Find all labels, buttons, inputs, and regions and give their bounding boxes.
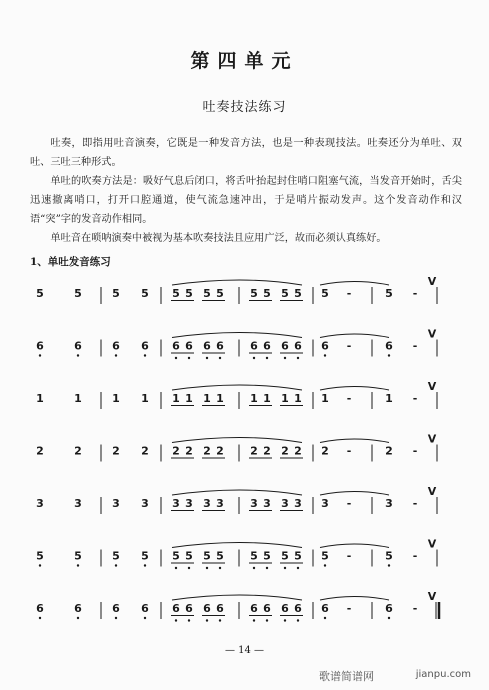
low-octave-dot	[284, 567, 286, 569]
note: 2	[216, 444, 224, 458]
note: 3	[294, 497, 302, 510]
low-octave-dot	[175, 619, 177, 621]
note: 5	[185, 287, 193, 300]
note: 6	[321, 602, 329, 615]
note: 5	[385, 549, 393, 563]
note: 3	[74, 497, 82, 510]
low-octave-dot	[144, 617, 146, 619]
slur	[172, 543, 302, 548]
note: 5	[250, 287, 258, 300]
note: 6	[263, 602, 271, 615]
low-octave-dot	[219, 357, 221, 359]
note: 1	[112, 392, 120, 405]
low-octave-dot	[115, 564, 117, 566]
note: 1	[141, 392, 149, 405]
low-octave-dot	[388, 617, 390, 619]
low-octave-dot	[115, 354, 117, 356]
note: 6	[185, 602, 193, 615]
note: 1	[185, 392, 193, 405]
note: 1	[203, 392, 211, 405]
note: 1	[385, 392, 393, 405]
note: 6	[36, 602, 44, 615]
note: 1	[250, 392, 258, 405]
low-octave-dot	[253, 357, 255, 359]
low-octave-dot	[115, 617, 117, 619]
note: 2	[172, 444, 180, 458]
note: 3	[112, 497, 120, 510]
note: 6	[172, 602, 180, 615]
dash: -	[346, 444, 352, 458]
low-octave-dot	[297, 567, 299, 569]
tie	[320, 282, 389, 286]
paragraph: 单吐音在唢呐演奏中被视为基本吹奏技法且应用广泛，故而必须认真练好。	[50, 233, 387, 244]
low-octave-dot	[188, 567, 190, 569]
breath-mark: V	[427, 485, 437, 498]
section-title: 吐奏技法练习	[202, 100, 287, 115]
note: 2	[203, 444, 211, 458]
note: 3	[281, 497, 289, 510]
dash: -	[346, 339, 352, 353]
note: 5	[385, 287, 393, 300]
low-octave-dot	[297, 357, 299, 359]
low-octave-dot	[388, 354, 390, 356]
low-octave-dot	[188, 357, 190, 359]
dash: -	[412, 497, 418, 510]
low-octave-dot	[206, 567, 208, 569]
dash: -	[346, 497, 352, 510]
dash: -	[412, 287, 418, 300]
low-octave-dot	[206, 357, 208, 359]
low-octave-dot	[297, 619, 299, 621]
low-octave-dot	[266, 357, 268, 359]
note: 5	[74, 287, 82, 300]
low-octave-dot	[206, 619, 208, 621]
note: 3	[203, 497, 211, 510]
note: 2	[74, 444, 82, 458]
note: 3	[172, 497, 180, 510]
breath-mark: V	[427, 537, 437, 551]
dash: -	[412, 392, 418, 405]
tie	[320, 334, 389, 338]
unit-title: 第四单元	[190, 50, 299, 72]
note: 6	[281, 602, 289, 615]
note: 2	[321, 444, 329, 458]
slur	[172, 595, 302, 600]
note: 5	[36, 549, 44, 563]
note: 1	[281, 392, 289, 405]
dash: -	[346, 549, 352, 563]
low-octave-dot	[253, 567, 255, 569]
note: 5	[172, 549, 180, 563]
note: 1	[263, 392, 271, 405]
note: 3	[36, 497, 44, 510]
page-number: — 14 —	[224, 645, 265, 656]
note: 3	[216, 497, 224, 510]
note: 3	[250, 497, 258, 510]
breath-mark: V	[427, 380, 437, 393]
note: 2	[263, 444, 271, 458]
slur	[172, 490, 302, 495]
dash: -	[346, 602, 352, 615]
note: 6	[141, 339, 149, 353]
low-octave-dot	[324, 617, 326, 619]
note: 5	[321, 287, 329, 300]
slur	[172, 280, 302, 285]
note: 6	[250, 602, 258, 615]
tie	[320, 387, 389, 391]
dash: -	[412, 444, 418, 458]
note: 6	[36, 339, 44, 353]
low-octave-dot	[188, 619, 190, 621]
dash: -	[346, 392, 352, 405]
note: 2	[185, 444, 193, 458]
note: 6	[385, 602, 393, 615]
note: 6	[250, 339, 258, 353]
low-octave-dot	[39, 354, 41, 356]
low-octave-dot	[77, 564, 79, 566]
note: 5	[112, 549, 120, 563]
watermark-text: 歌谱简谱网	[319, 670, 374, 683]
slur	[172, 333, 302, 338]
note: 6	[141, 602, 149, 615]
note: 1	[36, 392, 44, 405]
paragraph: 单吐的吹奏方法是：吸好气息后闭口，将舌叶抬起封住哨口阻塞气流，当发音开始时，舌尖迅速撤离哨口，打开口腔通道，使气流急速冲出，于是哨片振动发声。这个发音动作和汉语“突”字的发音动作相同。	[30, 176, 462, 225]
note: 6	[74, 602, 82, 615]
note: 1	[74, 392, 82, 405]
note: 6	[172, 339, 180, 353]
note: 6	[321, 339, 329, 353]
note: 5	[74, 549, 82, 563]
note: 6	[203, 602, 211, 615]
note: 5	[281, 287, 289, 300]
dash: -	[412, 339, 418, 353]
tie	[320, 439, 389, 443]
low-octave-dot	[324, 564, 326, 566]
note: 2	[36, 444, 44, 458]
low-octave-dot	[77, 354, 79, 356]
breath-mark: V	[427, 275, 437, 288]
note: 6	[216, 602, 224, 615]
low-octave-dot	[388, 564, 390, 566]
dash: -	[346, 287, 352, 300]
note: 5	[112, 287, 120, 300]
low-octave-dot	[175, 357, 177, 359]
note: 6	[294, 339, 302, 353]
note: 5	[141, 549, 149, 563]
low-octave-dot	[175, 567, 177, 569]
breath-mark: V	[427, 327, 437, 341]
note: 6	[112, 602, 120, 615]
note: 6	[112, 339, 120, 353]
note: 6	[385, 339, 393, 353]
note: 3	[263, 497, 271, 510]
dash: -	[412, 602, 418, 615]
note: 6	[281, 339, 289, 353]
dash: -	[412, 549, 418, 563]
low-octave-dot	[324, 354, 326, 356]
note: 5	[172, 287, 180, 300]
tie	[320, 492, 389, 496]
note: 5	[216, 287, 224, 300]
note: 6	[74, 339, 82, 353]
note: 5	[141, 287, 149, 300]
note: 2	[385, 444, 393, 458]
low-octave-dot	[253, 619, 255, 621]
note: 6	[294, 602, 302, 615]
note: 5	[281, 549, 289, 563]
low-octave-dot	[266, 567, 268, 569]
note: 1	[172, 392, 180, 405]
note: 2	[281, 444, 289, 458]
low-octave-dot	[39, 564, 41, 566]
breath-mark: V	[427, 590, 437, 603]
note: 5	[294, 287, 302, 300]
note: 2	[141, 444, 149, 458]
low-octave-dot	[219, 567, 221, 569]
low-octave-dot	[39, 617, 41, 619]
low-octave-dot	[144, 564, 146, 566]
note: 3	[385, 497, 393, 510]
watermark-url: jianpu.com	[415, 669, 471, 680]
note: 5	[294, 549, 302, 563]
note: 1	[294, 392, 302, 405]
slur	[172, 385, 302, 390]
slur	[172, 438, 302, 443]
note: 3	[141, 497, 149, 510]
low-octave-dot	[284, 357, 286, 359]
note: 5	[263, 549, 271, 563]
note: 6	[203, 339, 211, 353]
low-octave-dot	[266, 619, 268, 621]
tie	[320, 597, 389, 601]
note: 5	[321, 549, 329, 563]
low-octave-dot	[219, 619, 221, 621]
breath-mark: V	[427, 432, 437, 446]
paragraph: 吐奏，即指用吐音演奏，它既是一种发音方法，也是一种表现技法。吐奏还分为单吐、双吐、三吐三种形式。	[30, 138, 462, 168]
tie	[320, 544, 389, 548]
note: 2	[112, 444, 120, 458]
note: 5	[185, 549, 193, 563]
note: 5	[36, 287, 44, 300]
note: 3	[185, 497, 193, 510]
note: 6	[263, 339, 271, 353]
low-octave-dot	[284, 619, 286, 621]
note: 1	[321, 392, 329, 405]
note: 5	[250, 549, 258, 563]
note: 5	[263, 287, 271, 300]
note: 1	[216, 392, 224, 405]
note: 5	[203, 287, 211, 300]
note: 6	[185, 339, 193, 353]
note: 5	[216, 549, 224, 563]
note: 2	[250, 444, 258, 458]
exercise-heading: 1、单吐发音练习	[30, 256, 111, 268]
note: 5	[203, 549, 211, 563]
low-octave-dot	[77, 617, 79, 619]
note: 3	[321, 497, 329, 510]
note: 2	[294, 444, 302, 458]
low-octave-dot	[144, 354, 146, 356]
note: 6	[216, 339, 224, 353]
